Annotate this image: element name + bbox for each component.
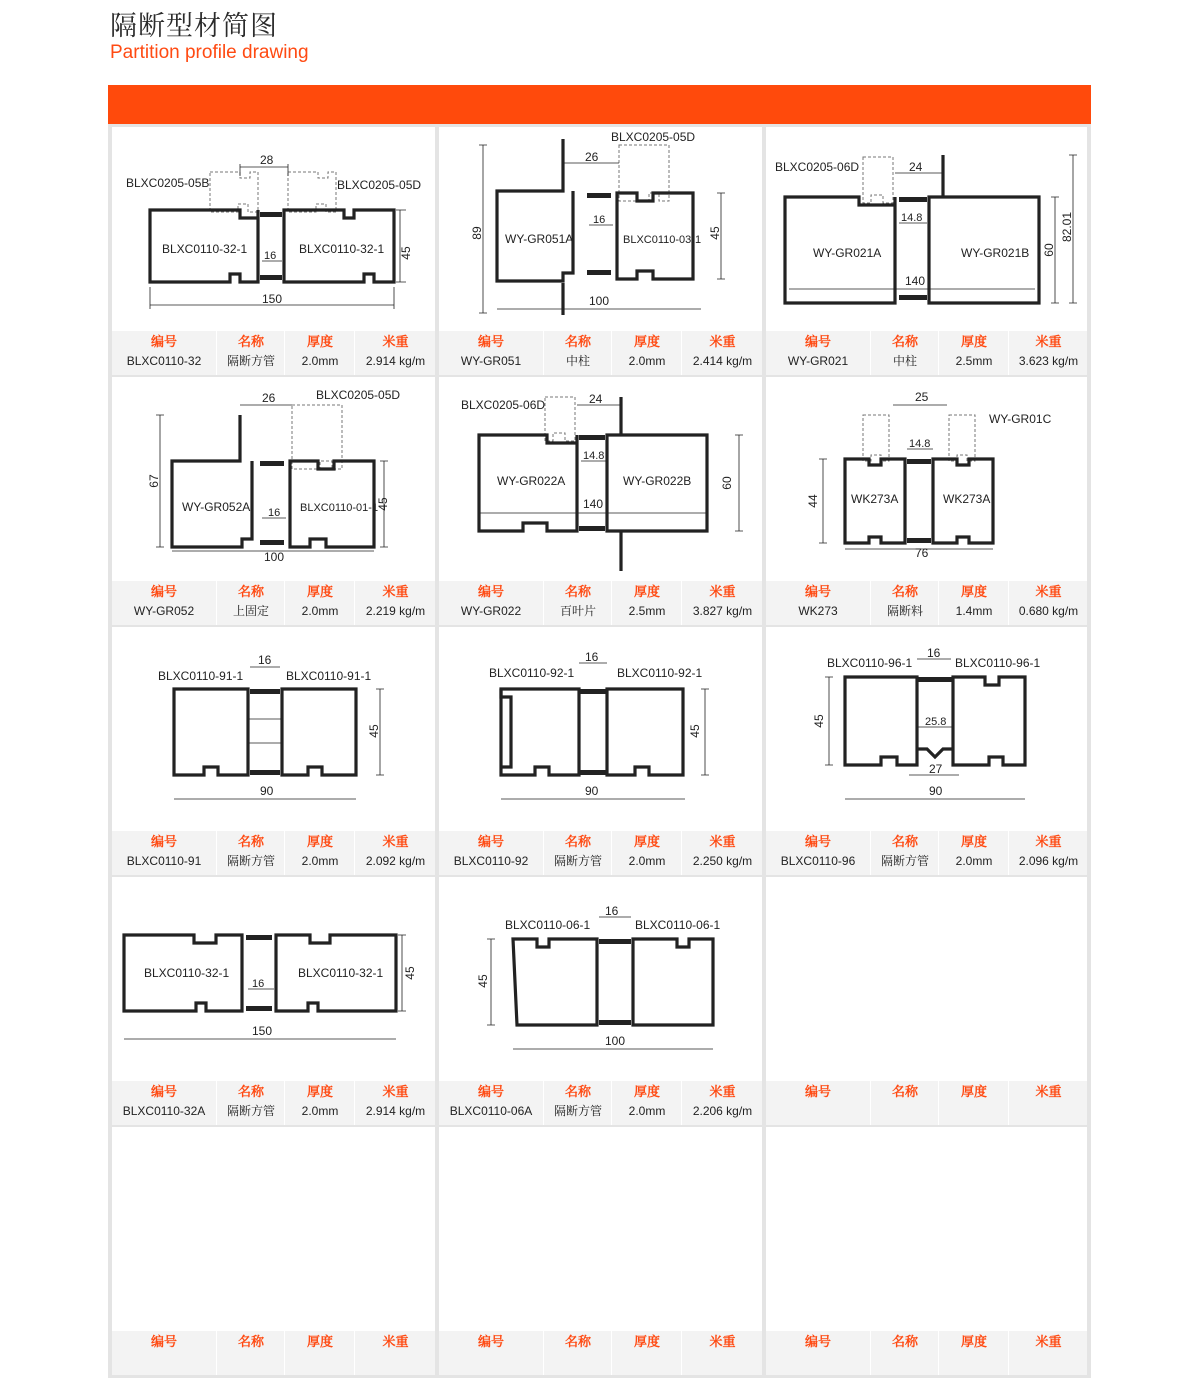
spec-name: 隔断方管 bbox=[226, 1104, 275, 1118]
spec-row bbox=[766, 581, 1087, 625]
spec-weight-label: 米重 bbox=[382, 1335, 409, 1350]
profile-card bbox=[766, 877, 1087, 1125]
spec-weight: 0.680 kg/m bbox=[1018, 604, 1079, 618]
svg-text:BLXC0110-01-1: BLXC0110-01-1 bbox=[300, 502, 379, 514]
svg-text:BLXC0205-05D: BLXC0205-05D bbox=[611, 130, 696, 144]
spec-weight: 2.914 kg/m bbox=[365, 354, 426, 368]
spec-row bbox=[112, 831, 435, 875]
spec-name-label: 名称 bbox=[237, 1085, 264, 1100]
svg-text:140: 140 bbox=[583, 497, 604, 511]
spec-name-label: 名称 bbox=[564, 1335, 591, 1350]
profile-drawing bbox=[439, 627, 762, 829]
svg-text:44: 44 bbox=[806, 494, 820, 508]
spec-thickness-label: 厚度 bbox=[306, 585, 333, 600]
svg-text:BLXC0110-91-1: BLXC0110-91-1 bbox=[158, 669, 244, 683]
profile-card bbox=[439, 1127, 762, 1375]
spec-code-label: 编号 bbox=[477, 1085, 504, 1100]
spec-code: BLXC0110-92 bbox=[453, 854, 529, 868]
svg-text:140: 140 bbox=[905, 274, 926, 288]
spec-row bbox=[766, 831, 1087, 875]
svg-text:45: 45 bbox=[403, 966, 417, 980]
profile-drawing bbox=[439, 127, 762, 329]
svg-text:45: 45 bbox=[367, 724, 381, 738]
spec-thickness: 2.0mm bbox=[301, 1104, 339, 1118]
svg-text:BLXC0110-32-1: BLXC0110-32-1 bbox=[144, 966, 230, 980]
svg-text:BLXC0110-91-1: BLXC0110-91-1 bbox=[286, 669, 372, 683]
svg-text:24: 24 bbox=[589, 392, 603, 406]
spec-code: WY-GR052 bbox=[133, 604, 195, 618]
svg-text:14.8: 14.8 bbox=[909, 438, 931, 450]
profile-card bbox=[112, 127, 435, 375]
spec-code: WY-GR021 bbox=[787, 354, 849, 368]
spec-name: 隔断料 bbox=[886, 604, 923, 618]
profile-card bbox=[766, 127, 1087, 375]
spec-thickness-label: 厚度 bbox=[960, 585, 987, 600]
svg-text:BLXC0110-32-1: BLXC0110-32-1 bbox=[298, 966, 384, 980]
svg-text:90: 90 bbox=[929, 784, 943, 798]
spec-weight: 2.092 kg/m bbox=[365, 854, 426, 868]
svg-text:16: 16 bbox=[258, 653, 272, 667]
spec-thickness: 2.0mm bbox=[301, 604, 339, 618]
spec-code: BLXC0110-32A bbox=[122, 1104, 206, 1118]
spec-row bbox=[766, 1331, 1087, 1375]
svg-text:45: 45 bbox=[688, 724, 702, 738]
spec-code-label: 编号 bbox=[477, 585, 504, 600]
svg-text:90: 90 bbox=[260, 784, 274, 798]
spec-code-label: 编号 bbox=[804, 835, 831, 850]
svg-text:45: 45 bbox=[399, 246, 413, 260]
spec-name-label: 名称 bbox=[564, 585, 591, 600]
spec-name-label: 名称 bbox=[891, 1335, 918, 1350]
profile-drawing bbox=[112, 877, 435, 1079]
svg-text:BLXC0110-92-1: BLXC0110-92-1 bbox=[617, 666, 703, 680]
profile-card bbox=[439, 627, 762, 875]
spec-weight-label: 米重 bbox=[709, 335, 736, 350]
spec-name-label: 名称 bbox=[564, 335, 591, 350]
spec-code-label: 编号 bbox=[804, 585, 831, 600]
spec-weight-label: 米重 bbox=[1035, 835, 1062, 850]
spec-code-label: 编号 bbox=[150, 835, 177, 850]
spec-thickness-label: 厚度 bbox=[306, 1335, 333, 1350]
page-title: 隔断型材简图 bbox=[110, 11, 278, 42]
spec-thickness-label: 厚度 bbox=[960, 835, 987, 850]
spec-weight-label: 米重 bbox=[382, 1085, 409, 1100]
spec-weight: 2.250 kg/m bbox=[692, 854, 753, 868]
svg-text:150: 150 bbox=[262, 292, 283, 306]
profile-drawing bbox=[766, 627, 1087, 829]
spec-name-label: 名称 bbox=[891, 835, 918, 850]
profile-card bbox=[112, 627, 435, 875]
spec-thickness: 2.5mm bbox=[955, 354, 993, 368]
svg-text:14.8: 14.8 bbox=[583, 450, 605, 462]
spec-thickness: 2.0mm bbox=[628, 354, 666, 368]
svg-text:16: 16 bbox=[927, 646, 941, 660]
profile-drawing bbox=[439, 377, 762, 579]
svg-text:26: 26 bbox=[585, 150, 599, 164]
spec-weight-label: 米重 bbox=[709, 1085, 736, 1100]
spec-row bbox=[439, 831, 762, 875]
profile-drawing bbox=[112, 127, 435, 329]
spec-name: 隔断方管 bbox=[880, 854, 929, 868]
svg-text:67: 67 bbox=[147, 474, 161, 488]
svg-text:BLXC0110-06-1: BLXC0110-06-1 bbox=[505, 918, 591, 932]
spec-thickness-label: 厚度 bbox=[306, 1085, 333, 1100]
spec-thickness-label: 厚度 bbox=[306, 835, 333, 850]
header-bar bbox=[108, 85, 1091, 124]
svg-text:BLXC0110-96-1: BLXC0110-96-1 bbox=[827, 656, 913, 670]
spec-name: 隔断方管 bbox=[226, 854, 275, 868]
spec-row bbox=[766, 331, 1087, 375]
spec-weight-label: 米重 bbox=[709, 835, 736, 850]
spec-code: WY-GR022 bbox=[460, 604, 522, 618]
svg-text:BLXC0110-03-1: BLXC0110-03-1 bbox=[623, 234, 702, 246]
spec-code-label: 编号 bbox=[150, 1085, 177, 1100]
svg-text:76: 76 bbox=[915, 546, 929, 560]
spec-weight-label: 米重 bbox=[1035, 1085, 1062, 1100]
spec-thickness-label: 厚度 bbox=[960, 335, 987, 350]
spec-thickness-label: 厚度 bbox=[960, 1085, 987, 1100]
spec-code-label: 编号 bbox=[477, 1335, 504, 1350]
profile-drawing bbox=[766, 127, 1087, 329]
svg-text:BLXC0110-96-1: BLXC0110-96-1 bbox=[955, 656, 1041, 670]
spec-weight-label: 米重 bbox=[1035, 335, 1062, 350]
svg-text:100: 100 bbox=[605, 1034, 626, 1048]
profile-card bbox=[439, 377, 762, 625]
spec-weight-label: 米重 bbox=[1035, 585, 1062, 600]
spec-thickness: 2.0mm bbox=[628, 1104, 666, 1118]
profile-card bbox=[112, 1127, 435, 1375]
svg-text:25.8: 25.8 bbox=[925, 716, 947, 728]
svg-text:90: 90 bbox=[585, 784, 599, 798]
spec-weight-label: 米重 bbox=[382, 585, 409, 600]
spec-thickness-label: 厚度 bbox=[306, 335, 333, 350]
spec-code: BLXC0110-91 bbox=[126, 854, 202, 868]
spec-thickness-label: 厚度 bbox=[633, 585, 660, 600]
svg-text:WK273A: WK273A bbox=[851, 492, 899, 506]
svg-text:60: 60 bbox=[1042, 243, 1056, 257]
spec-thickness: 2.0mm bbox=[955, 854, 993, 868]
spec-weight-label: 米重 bbox=[709, 1335, 736, 1350]
profile-drawing bbox=[112, 627, 435, 829]
svg-text:BLXC0110-92-1: BLXC0110-92-1 bbox=[489, 666, 575, 680]
spec-thickness-label: 厚度 bbox=[960, 1335, 987, 1350]
spec-code: BLXC0110-06A bbox=[449, 1104, 533, 1118]
spec-name-label: 名称 bbox=[237, 585, 264, 600]
svg-text:16: 16 bbox=[593, 214, 606, 226]
svg-text:28: 28 bbox=[260, 153, 274, 167]
spec-weight: 2.914 kg/m bbox=[365, 1104, 426, 1118]
spec-row bbox=[112, 1331, 435, 1375]
page-subtitle: Partition profile drawing bbox=[110, 42, 309, 63]
svg-text:45: 45 bbox=[476, 974, 490, 988]
svg-text:BLXC0205-05B: BLXC0205-05B bbox=[126, 176, 210, 190]
svg-text:45: 45 bbox=[812, 714, 826, 728]
profile-card bbox=[766, 377, 1087, 625]
svg-text:14.8: 14.8 bbox=[901, 212, 923, 224]
spec-code-label: 编号 bbox=[477, 335, 504, 350]
spec-name: 中柱 bbox=[565, 354, 590, 368]
profile-card bbox=[766, 627, 1087, 875]
spec-weight: 3.623 kg/m bbox=[1018, 354, 1079, 368]
svg-text:100: 100 bbox=[264, 550, 285, 564]
spec-name: 隔断方管 bbox=[226, 354, 275, 368]
svg-text:16: 16 bbox=[585, 650, 599, 664]
spec-weight: 3.827 kg/m bbox=[692, 604, 753, 618]
profile-drawing bbox=[766, 377, 1087, 579]
spec-name: 隔断方管 bbox=[553, 854, 602, 868]
spec-code-label: 编号 bbox=[150, 1335, 177, 1350]
svg-text:WY-GR022A: WY-GR022A bbox=[497, 474, 566, 488]
svg-text:60: 60 bbox=[720, 476, 734, 490]
spec-name: 隔断方管 bbox=[553, 1104, 602, 1118]
spec-thickness-label: 厚度 bbox=[633, 835, 660, 850]
svg-text:16: 16 bbox=[264, 250, 277, 262]
svg-text:BLXC0205-06D: BLXC0205-06D bbox=[775, 160, 860, 174]
spec-name: 中柱 bbox=[892, 354, 917, 368]
svg-text:45: 45 bbox=[376, 497, 390, 511]
spec-weight-label: 米重 bbox=[1035, 1335, 1062, 1350]
spec-thickness-label: 厚度 bbox=[633, 1335, 660, 1350]
spec-thickness: 2.5mm bbox=[628, 604, 666, 618]
svg-text:WY-GR051A: WY-GR051A bbox=[505, 232, 574, 246]
spec-code-label: 编号 bbox=[150, 585, 177, 600]
spec-thickness: 2.0mm bbox=[301, 354, 339, 368]
spec-thickness: 2.0mm bbox=[301, 854, 339, 868]
spec-name-label: 名称 bbox=[564, 1085, 591, 1100]
spec-code-label: 编号 bbox=[477, 835, 504, 850]
spec-code-label: 编号 bbox=[804, 1085, 831, 1100]
spec-row bbox=[766, 1081, 1087, 1125]
spec-code: WK273 bbox=[798, 604, 838, 618]
spec-code: WY-GR051 bbox=[460, 354, 522, 368]
spec-code-label: 编号 bbox=[804, 335, 831, 350]
svg-text:150: 150 bbox=[252, 1024, 273, 1038]
spec-name-label: 名称 bbox=[891, 1085, 918, 1100]
svg-text:BLXC0205-05D: BLXC0205-05D bbox=[316, 388, 401, 402]
svg-text:16: 16 bbox=[605, 904, 619, 918]
profile-card bbox=[439, 877, 762, 1125]
spec-code-label: 编号 bbox=[804, 1335, 831, 1350]
spec-row bbox=[439, 331, 762, 375]
svg-text:WY-GR022B: WY-GR022B bbox=[623, 474, 692, 488]
svg-text:25: 25 bbox=[915, 390, 929, 404]
svg-text:27: 27 bbox=[929, 762, 943, 776]
svg-text:BLXC0110-32-1: BLXC0110-32-1 bbox=[299, 242, 385, 256]
spec-row bbox=[439, 581, 762, 625]
spec-name-label: 名称 bbox=[891, 335, 918, 350]
spec-name-label: 名称 bbox=[237, 335, 264, 350]
spec-weight-label: 米重 bbox=[709, 585, 736, 600]
spec-name: 上固定 bbox=[232, 604, 269, 618]
svg-text:WY-GR052A: WY-GR052A bbox=[182, 500, 251, 514]
svg-text:45: 45 bbox=[708, 226, 722, 240]
profile-card bbox=[439, 127, 762, 375]
spec-thickness-label: 厚度 bbox=[633, 1085, 660, 1100]
spec-code-label: 编号 bbox=[150, 335, 177, 350]
spec-weight-label: 米重 bbox=[382, 835, 409, 850]
spec-thickness: 2.0mm bbox=[628, 854, 666, 868]
spec-name-label: 名称 bbox=[564, 835, 591, 850]
spec-row bbox=[439, 1081, 762, 1125]
spec-name: 百叶片 bbox=[559, 604, 596, 618]
spec-name-label: 名称 bbox=[891, 585, 918, 600]
svg-text:BLXC0110-06-1: BLXC0110-06-1 bbox=[635, 918, 721, 932]
svg-text:24: 24 bbox=[909, 160, 923, 174]
spec-thickness: 1.4mm bbox=[955, 604, 993, 618]
profile-card bbox=[766, 1127, 1087, 1375]
svg-text:100: 100 bbox=[589, 294, 610, 308]
spec-weight: 2.219 kg/m bbox=[365, 604, 426, 618]
svg-text:26: 26 bbox=[262, 391, 276, 405]
spec-row bbox=[112, 331, 435, 375]
svg-text:89: 89 bbox=[470, 226, 484, 240]
profile-card bbox=[112, 877, 435, 1125]
spec-row bbox=[439, 1331, 762, 1375]
svg-text:WY-GR021A: WY-GR021A bbox=[813, 246, 882, 260]
profile-drawing bbox=[439, 877, 762, 1079]
spec-weight: 2.206 kg/m bbox=[692, 1104, 753, 1118]
svg-text:WK273A: WK273A bbox=[943, 492, 991, 506]
svg-text:BLXC0205-06D: BLXC0205-06D bbox=[461, 398, 546, 412]
svg-text:WY-GR021B: WY-GR021B bbox=[961, 246, 1030, 260]
spec-code: BLXC0110-96 bbox=[780, 854, 856, 868]
svg-text:WY-GR01C: WY-GR01C bbox=[989, 412, 1052, 426]
spec-code: BLXC0110-32 bbox=[126, 354, 202, 368]
svg-text:16: 16 bbox=[252, 978, 265, 990]
svg-text:16: 16 bbox=[268, 507, 281, 519]
spec-weight-label: 米重 bbox=[382, 335, 409, 350]
spec-row bbox=[112, 581, 435, 625]
svg-text:BLXC0110-32-1: BLXC0110-32-1 bbox=[162, 242, 248, 256]
svg-text:BLXC0205-05D: BLXC0205-05D bbox=[337, 178, 422, 192]
spec-name-label: 名称 bbox=[237, 835, 264, 850]
spec-weight: 2.096 kg/m bbox=[1018, 854, 1079, 868]
profile-drawing bbox=[112, 377, 435, 579]
spec-thickness-label: 厚度 bbox=[633, 335, 660, 350]
profile-card bbox=[112, 377, 435, 625]
svg-text:82.01: 82.01 bbox=[1060, 211, 1074, 243]
spec-name-label: 名称 bbox=[237, 1335, 264, 1350]
spec-weight: 2.414 kg/m bbox=[692, 354, 753, 368]
spec-row bbox=[112, 1081, 435, 1125]
